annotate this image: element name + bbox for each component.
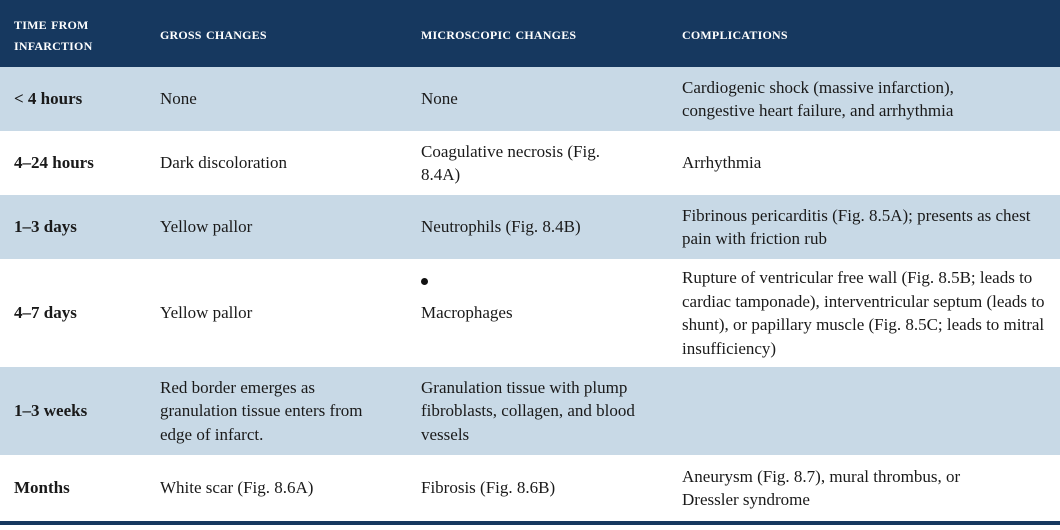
header-microscopic-changes: microscopic changes bbox=[421, 24, 577, 43]
cell-micro: Coagulative necrosis (Fig. 8.4A) bbox=[421, 141, 600, 184]
cell-time: 4–7 days bbox=[14, 303, 77, 323]
table-row bbox=[0, 131, 1060, 195]
cell-time: 1–3 weeks bbox=[14, 401, 88, 421]
cell-time: Months bbox=[14, 478, 70, 498]
header-complications: complications bbox=[682, 24, 788, 43]
table-row bbox=[0, 195, 1060, 259]
cell-time: 4–24 hours bbox=[14, 153, 94, 173]
cell-gross: Yellow pallor bbox=[160, 303, 253, 323]
table-header-row bbox=[0, 0, 1060, 67]
cell-complications: Fibrinous pericarditis (Fig. 8.5A); presents as chest pain with friction rub bbox=[682, 205, 1031, 248]
cell-complications: Rupture of ventricular free wall (Fig. 8.5B; leads to cardiac tamponade), interventricular septum (leads to shunt), or papillary muscle (Fig. 8.5C; leads to mitral insufficiency) bbox=[682, 268, 1045, 358]
cell-time: 1–3 days bbox=[14, 217, 77, 237]
table-row bbox=[0, 455, 1060, 521]
table-bottom-rule bbox=[0, 521, 1060, 525]
cell-micro: None bbox=[421, 89, 458, 109]
cell-micro: Macrophages bbox=[421, 303, 513, 323]
cell-gross: White scar (Fig. 8.6A) bbox=[160, 478, 314, 498]
cell-complications: Aneurysm (Fig. 8.7), mural thrombus, or Dressler syndrome bbox=[682, 466, 961, 509]
cell-gross: Dark discoloration bbox=[160, 153, 287, 173]
cell-time: < 4 hours bbox=[14, 89, 83, 109]
cell-gross: None bbox=[160, 89, 197, 109]
cell-micro-wrap bbox=[407, 259, 668, 367]
cell-micro: Neutrophils (Fig. 8.4B) bbox=[421, 217, 581, 237]
cell-complications: Arrhythmia bbox=[682, 153, 762, 173]
table-row bbox=[0, 259, 1060, 367]
cell-complications: Cardiogenic shock (massive infarction), congestive heart failure, and arrhythmia bbox=[682, 77, 954, 120]
stray-dot-mark bbox=[421, 278, 428, 285]
cell-micro: Granulation tissue with plump fibroblasts, collagen, and blood vessels bbox=[421, 377, 635, 444]
header-time-from-infarction: time from infarction bbox=[14, 13, 93, 54]
cell-complications bbox=[668, 367, 1060, 455]
table-row bbox=[0, 67, 1060, 131]
cell-gross: Yellow pallor bbox=[160, 217, 253, 237]
cell-micro: Fibrosis (Fig. 8.6B) bbox=[421, 478, 556, 498]
table-row bbox=[0, 367, 1060, 455]
cell-gross: Red border emerges as granulation tissue enters from edge of infarct. bbox=[160, 377, 363, 444]
header-gross-changes: gross changes bbox=[160, 24, 267, 43]
